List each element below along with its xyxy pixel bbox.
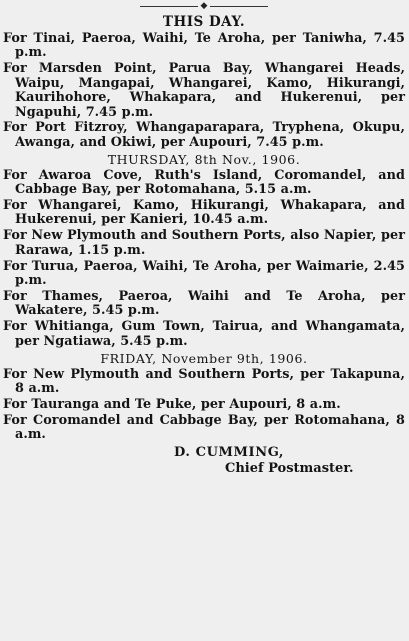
diamond-icon: ◆	[200, 0, 208, 11]
mail-entry: For Port Fitzroy, Whangaparapara, Tryphena, Okupu, Awanga, and Okiwi, per Aupouri, 7.45 p.m.	[3, 120, 405, 150]
section-thursday	[3, 169, 405, 349]
mail-entry: For New Plymouth and Southern Ports, also Napier, per Rarawa, 1.15 p.m.	[3, 228, 405, 258]
heading-thursday: THURSDAY, 8th Nov., 1906.	[107, 151, 301, 167]
mail-entry: For Tinai, Paeroa, Waihi, Te Aroha, per Taniwha, 7.45 p.m.	[3, 31, 405, 61]
mail-entry: For Marsden Point, Parua Bay, Whangarei Heads, Waipu, Mangapai, Whangarei, Kamo, Hikurangi, Kaurihohore, Whakapara, and Hukerenui, per Ngapuhi, 7.45 p.m.	[3, 61, 405, 120]
signature-block	[3, 445, 405, 477]
section-this-day	[3, 32, 405, 150]
rule-line-right	[210, 6, 268, 7]
signatory-name: D. CUMMING,	[174, 444, 285, 460]
mail-entry: For Awaroa Cove, Ruth's Island, Coromandel, and Cabbage Bay, per Rotomahana, 5.15 a.m.	[3, 167, 405, 198]
heading-this-day: THIS DAY.	[162, 14, 246, 30]
mail-entry: For Thames, Paeroa, Waihi and Te Aroha, per Wakatere, 5.45 p.m.	[3, 289, 405, 319]
top-ornamental-rule	[3, 0, 405, 12]
mail-entry: For Coromandel and Cabbage Bay, per Rotomahana, 8 a.m.	[3, 412, 405, 443]
heading-friday: FRIDAY, November 9th, 1906.	[100, 350, 308, 366]
section-friday	[3, 368, 405, 443]
mail-entry: For Turua, Paeroa, Waihi, Te Aroha, per Waimarie, 2.45 p.m.	[3, 258, 405, 289]
mail-entry: For New Plymouth and Southern Ports, per Takapuna, 8 a.m.	[3, 366, 405, 397]
mail-entry: For Whitianga, Gum Town, Tairua, and Whangamata, per Ngatiawa, 5.45 p.m.	[3, 319, 405, 349]
mail-entry: For Whangarei, Kamo, Hikurangi, Whakapara, and Hukerenui, per Kanieri, 10.45 a.m.	[3, 198, 405, 228]
rule-line-left	[140, 6, 198, 7]
signatory-title: Chief Postmaster.	[225, 460, 354, 476]
mail-entry: For Tauranga and Te Puke, per Aupouri, 8 a.m.	[3, 396, 341, 412]
